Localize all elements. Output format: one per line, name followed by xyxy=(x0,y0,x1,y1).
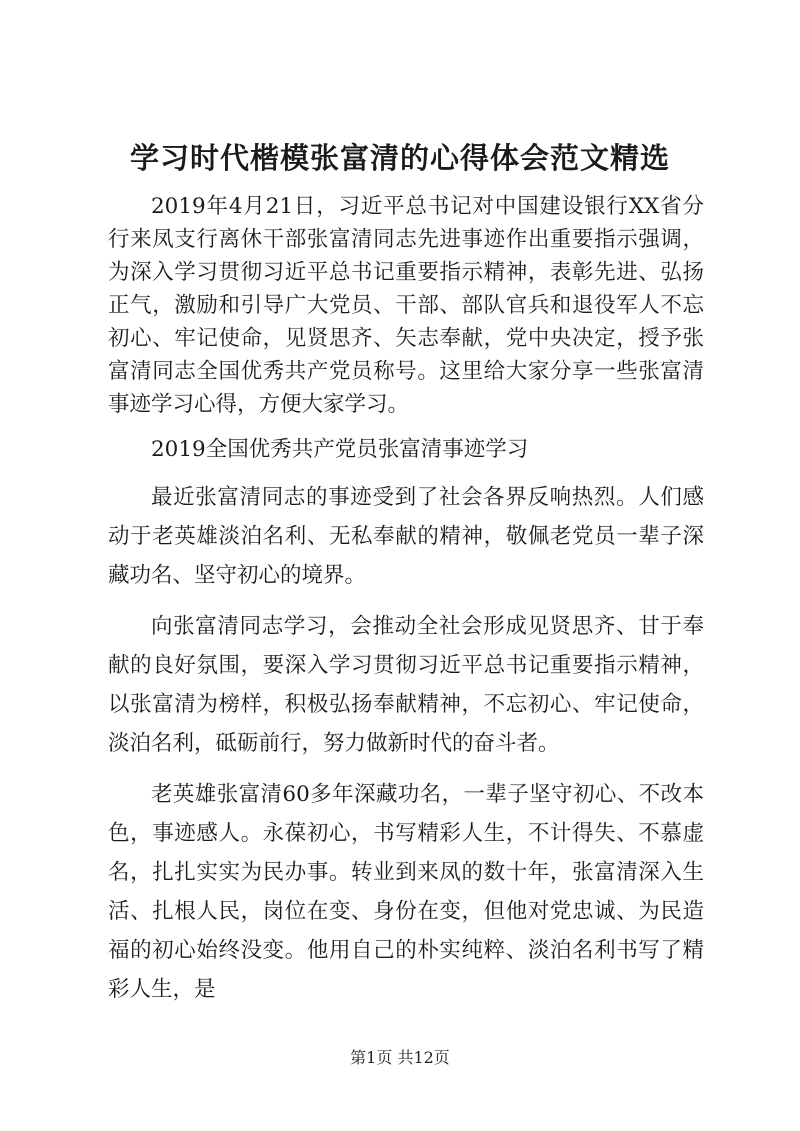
paragraph-intro: 2019年4月21日，习近平总书记对中国建设银行XX省分行来凤支行离休干部张富清同志先进事迹作出重要指示强调，为深入学习贯彻习近平总书记重要指示精神，表彰先进、弘扬正气，激励和引导广大党员、干部、部队官兵和退役军人不忘初心、牢记使命，见贤思齐、矢志奉献，党中央决定，授予张富清同志全国优秀共产党员称号。这里给大家分享一些张富清事迹学习心得，方便大家学习。 xyxy=(108,194,704,417)
paragraph-body: 最近张富清同志的事迹受到了社会各界反响热烈。人们感动于老英雄淡泊名利、无私奉献的精神，敬佩老党员一辈子深藏功名、坚守初心的境界。 xyxy=(108,485,704,588)
page-number-footer: 第1页 共12页 xyxy=(350,1048,450,1067)
document-title: 学习时代楷模张富清的心得体会范文精选 xyxy=(129,141,670,175)
paragraph-subheading: 2019全国优秀共产党员张富清事迹学习 xyxy=(151,437,529,462)
document-body xyxy=(108,190,704,1009)
paragraph-body: 向张富清同志学习，会推动全社会形成见贤思齐、甘于奉献的良好氛围，要深入学习贯彻习近平总书记重要指示精神，以张富清为榜样，积极弘扬奉献精神，不忘初心、牢记使命，淡泊名利，砥砺前行，努力做新时代的奋斗者。 xyxy=(108,614,704,756)
paragraph-body: 老英雄张富清60多年深藏功名，一辈子坚守初心、不改本色，事迹感人。永葆初心，书写精彩人生，不计得失、不慕虚名，扎扎实实为民办事。转业到来凤的数十年，张富清深入生活、扎根人民，岗位在变、身份在变，但他对党忠诚、为民造福的初心始终没变。他用自己的朴实纯粹、淡泊名利书写了精彩人生，是 xyxy=(108,782,704,1002)
